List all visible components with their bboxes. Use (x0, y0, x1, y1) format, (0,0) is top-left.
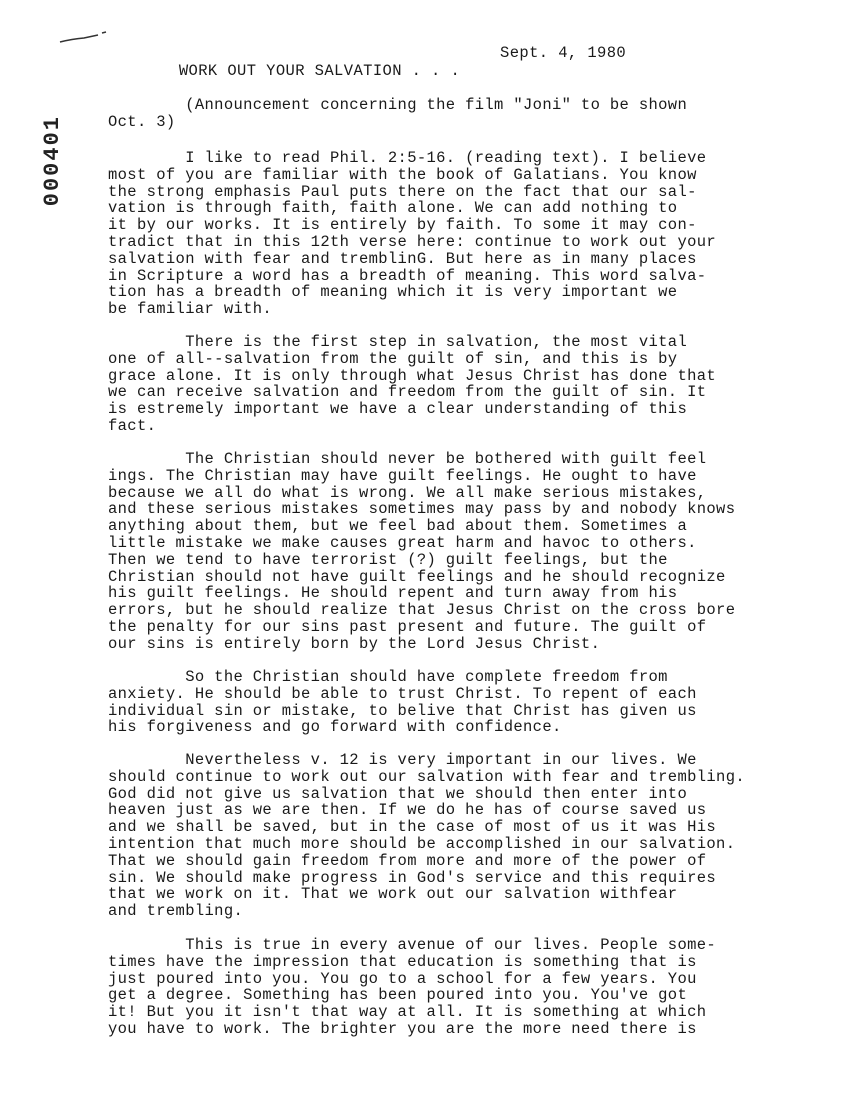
text-line: it by our works. It is entirely by faith. To some it may con- (108, 216, 697, 235)
text-line: should continue to work out our salvation with fear and trembling. (108, 767, 745, 786)
text-line: anxiety. He should be able to trust Christ. To repent of each (108, 684, 697, 703)
text-line: vation is through faith, faith alone. We can add nothing to (108, 199, 678, 218)
text-line: get a degree. Something has been poured into you. You've got (108, 986, 688, 1005)
paragraph-3 (108, 451, 808, 653)
text-line: There is the first step in salvation, the most vital (108, 333, 688, 351)
text-line: The Christian should never be bothered with guilt feel (108, 450, 707, 468)
text-line: the strong emphasis Paul puts there on the fact that our sal- (108, 182, 697, 201)
text-line: tion has a breadth of meaning which it is very important we (108, 283, 678, 302)
document-title: WORK OUT YOUR SALVATION . . . (178, 62, 461, 80)
paragraph-1 (108, 150, 808, 318)
text-line: little mistake we make causes great harm and havoc to others. (108, 533, 697, 552)
text-line: most of you are familiar with the book of Galatians. You know (108, 165, 697, 184)
text-line: and trembling. (108, 902, 244, 921)
text-line: heaven just as we are then. If we do he has of course saved us (108, 801, 707, 820)
text-line: his forgiveness and go forward with confidence. (108, 718, 562, 737)
archive-stamp-number: 000401 (40, 115, 65, 207)
text-line: errors, but he should realize that Jesus Christ on the cross bore (108, 601, 736, 620)
text-line: times have the impression that education is something that is (108, 952, 697, 971)
text-line: fact. (108, 416, 157, 435)
text-line: his guilt feelings. He should repent and turn away from his (108, 584, 678, 603)
text-line: it! But you it isn't that way at all. It is something at which (108, 1003, 707, 1022)
paragraph-4 (108, 669, 808, 736)
paragraph-announcement (108, 97, 808, 131)
text-line: grace alone. It is only through what Jesus Christ has done that (108, 366, 717, 385)
text-line: and these serious mistakes sometimes may pass by and nobody knows (108, 500, 736, 519)
text-line: Christian should not have guilt feelings and he should recognize (108, 567, 726, 586)
text-line: This is true in every avenue of our lives. People some- (108, 936, 717, 954)
text-line: just poured into you. You go to a school for a few years. You (108, 969, 697, 988)
paragraph-5 (108, 752, 808, 920)
text-line: salvation with fear and tremblinG. But here as in many places (108, 249, 697, 268)
document-date: Sept. 4, 1980 (500, 44, 627, 62)
text-line: our sins is entirely born by the Lord Jesus Christ. (108, 634, 601, 653)
text-line: we can receive salvation and freedom from the guilt of sin. It (108, 383, 707, 402)
text-line: intention that much more should be accomplished in our salvation. (108, 834, 736, 853)
text-line: I like to read Phil. 2:5-16. (reading text). I believe (108, 149, 707, 167)
text-line: one of all--salvation from the guilt of sin, and this is by (108, 349, 678, 368)
text-line: be familiar with. (108, 300, 273, 319)
text-line: in Scripture a word has a breadth of meaning. This word salva- (108, 266, 707, 285)
text-line: Nevertheless v. 12 is very important in our lives. We (108, 751, 697, 769)
text-line: because we all do what is wrong. We all make serious mistakes, (108, 483, 707, 502)
text-line: individual sin or mistake, to belive that Christ has given us (108, 701, 697, 720)
text-line: and we shall be saved, but in the case of most of us it was His (108, 818, 717, 837)
text-line: sin. We should make progress in God's service and this requires (108, 868, 717, 887)
paragraph-2 (108, 334, 808, 435)
text-line: Oct. 3) (108, 112, 176, 131)
text-line: So the Christian should have complete freedom from (108, 668, 668, 686)
text-line: (Announcement concerning the film "Joni" to be shown (108, 96, 688, 114)
text-line: God did not give us salvation that we should then enter into (108, 784, 688, 803)
text-line: the penalty for our sins past present and future. The guilt of (108, 617, 707, 636)
pen-mark-decoration (58, 30, 108, 46)
text-line: is estremely important we have a clear understanding of this (108, 400, 688, 419)
text-line: you have to work. The brighter you are the more need there is (108, 1019, 697, 1038)
paragraph-6 (108, 937, 808, 1038)
text-line: That we should gain freedom from more and more of the power of (108, 851, 707, 870)
text-line: ings. The Christian may have guilt feelings. He ought to have (108, 466, 697, 485)
text-line: that we work on it. That we work out our salvation withfear (108, 885, 678, 904)
text-line: Then we tend to have terrorist (?) guilt feelings, but the (108, 550, 668, 569)
text-line: anything about them, but we feel bad about them. Sometimes a (108, 517, 688, 536)
text-line: tradict that in this 12th verse here: continue to work out your (108, 232, 717, 251)
